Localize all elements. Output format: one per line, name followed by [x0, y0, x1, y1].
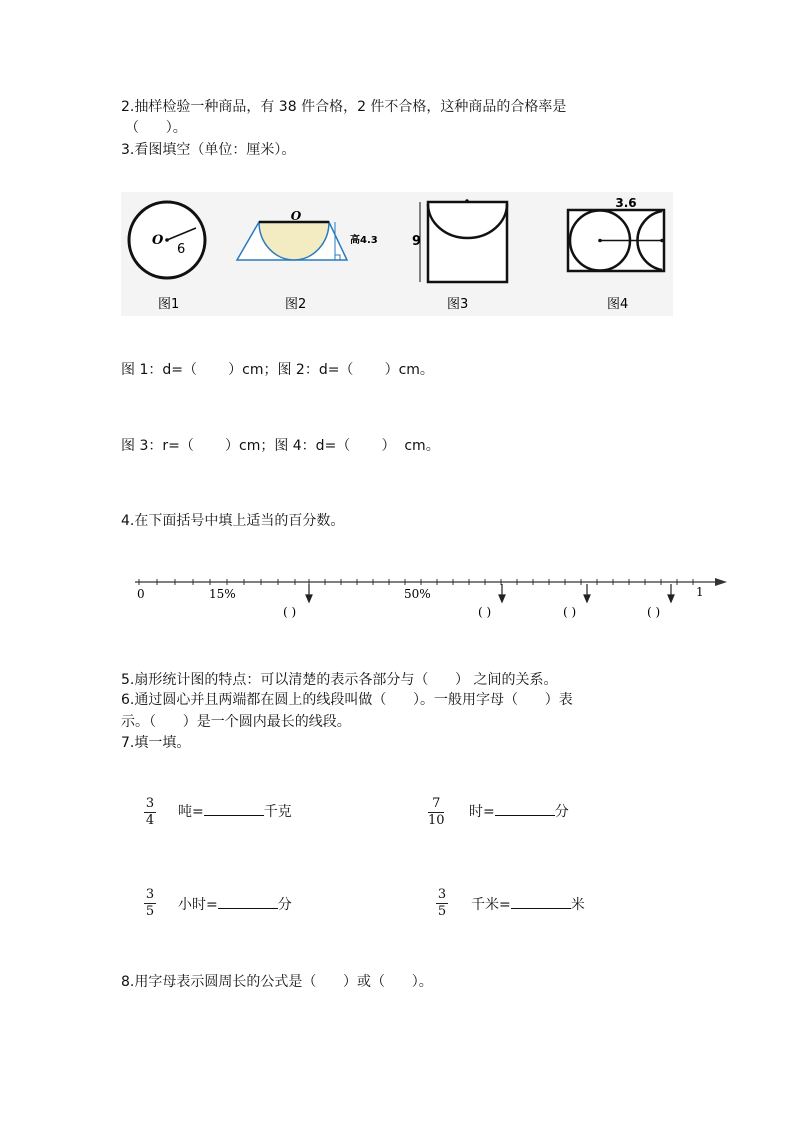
- figure4-caption: 图4: [607, 297, 629, 312]
- figure4-top-label: 3.6: [615, 196, 637, 210]
- number-line-arrowhead: [715, 578, 727, 586]
- q7-item3-blank[interactable]: [218, 894, 278, 909]
- figure2-top-label: O: [290, 209, 302, 223]
- q7-title: 7.填一填。: [121, 735, 191, 751]
- fraction-denominator: 5: [145, 904, 155, 919]
- number-line: [125, 568, 731, 624]
- figure3-side-label: 9: [412, 234, 422, 249]
- q7-item2-fraction: [428, 797, 445, 828]
- q7-item1-fraction: [144, 797, 156, 828]
- fraction-denominator: 4: [145, 813, 155, 828]
- figure1-caption: 图1: [158, 297, 180, 312]
- q7-item1: [178, 801, 292, 821]
- q7-item1-unit-before: 吨=: [178, 804, 204, 820]
- number-line-arrows: [306, 584, 674, 602]
- figure2-height-label: 高4.3: [350, 235, 378, 246]
- q4-title: 4.在下面括号中填上适当的百分数。: [121, 513, 345, 529]
- q3-figure-panel: [121, 192, 673, 316]
- q7-item2-unit-after: 分: [554, 804, 569, 820]
- q2-line1: 2.抽样检验一种商品，有 38 件合格，2 件不合格，这种商品的合格率是: [121, 99, 567, 115]
- figure1-center-label: O: [152, 233, 164, 248]
- q7-item3: [178, 894, 292, 914]
- figure3-caption: 图3: [447, 297, 469, 312]
- figure4-rectangle: [568, 210, 664, 271]
- number-line-label-50: 50%: [404, 587, 431, 601]
- q7-item2-blank[interactable]: [495, 801, 555, 816]
- q3-figures-drawing: [121, 192, 673, 316]
- q7-item1-blank[interactable]: [204, 801, 264, 816]
- figure2-trapezoid: [237, 222, 347, 260]
- q7-item4-fraction: [436, 888, 448, 919]
- q7-item3-unit-before: 小时=: [178, 897, 218, 913]
- q7-item2: [469, 801, 569, 821]
- fraction-denominator: 5: [437, 904, 447, 919]
- fraction-numerator: 3: [145, 887, 155, 902]
- q7-item4-blank[interactable]: [511, 894, 571, 909]
- figure2-caption: 图2: [285, 297, 307, 312]
- answer-bracket-2: ( ): [478, 605, 492, 619]
- q7-item4-unit-after: 米: [570, 897, 585, 913]
- fraction-numerator: 3: [437, 887, 447, 902]
- number-line-label-15: 15%: [209, 587, 236, 601]
- q7-item3-fraction: [144, 888, 156, 919]
- fraction-denominator: 10: [428, 813, 445, 828]
- number-line-label-0: 0: [137, 587, 145, 601]
- figure3-square: [420, 199, 507, 282]
- q7-item1-unit-after: 千克: [263, 804, 292, 820]
- q8-text: 8.用字母表示圆周长的公式是（ ）或（ ）。: [121, 974, 433, 990]
- q3-answer-line1: 图 1：d=（ ）cm；图 2：d=（ ）cm。: [121, 362, 434, 378]
- fraction-numerator: 3: [145, 796, 155, 811]
- q7-item2-unit-before: 时=: [469, 804, 495, 820]
- q6-line1: 6.通过圆心并且两端都在圆上的线段叫做（ ）。一般用字母（ ）表: [121, 692, 573, 708]
- q3-answer-line2: 图 3：r=（ ）cm；图 4：d=（ ） cm。: [121, 438, 440, 454]
- fraction-numerator: 7: [432, 796, 441, 811]
- answer-bracket-1: ( ): [283, 605, 297, 619]
- q7-item4-unit-before: 千米=: [471, 897, 511, 913]
- q3-title: 3.看图填空（单位：厘米）。: [121, 142, 296, 158]
- answer-bracket-3: ( ): [563, 605, 577, 619]
- figure1-circle: [129, 202, 205, 278]
- q2-line2: （ ）。: [125, 120, 187, 136]
- figure1-radius-label: 6: [177, 242, 186, 257]
- number-line-label-1: 1: [696, 585, 704, 599]
- q7-item3-unit-after: 分: [277, 897, 292, 913]
- q6-line2: 示。（ ）是一个圆内最长的线段。: [121, 714, 351, 730]
- q5-text: 5.扇形统计图的特点：可以清楚的表示各部分与（ ） 之间的关系。: [121, 672, 558, 688]
- q7-item4: [471, 894, 585, 914]
- answer-bracket-4: ( ): [647, 605, 661, 619]
